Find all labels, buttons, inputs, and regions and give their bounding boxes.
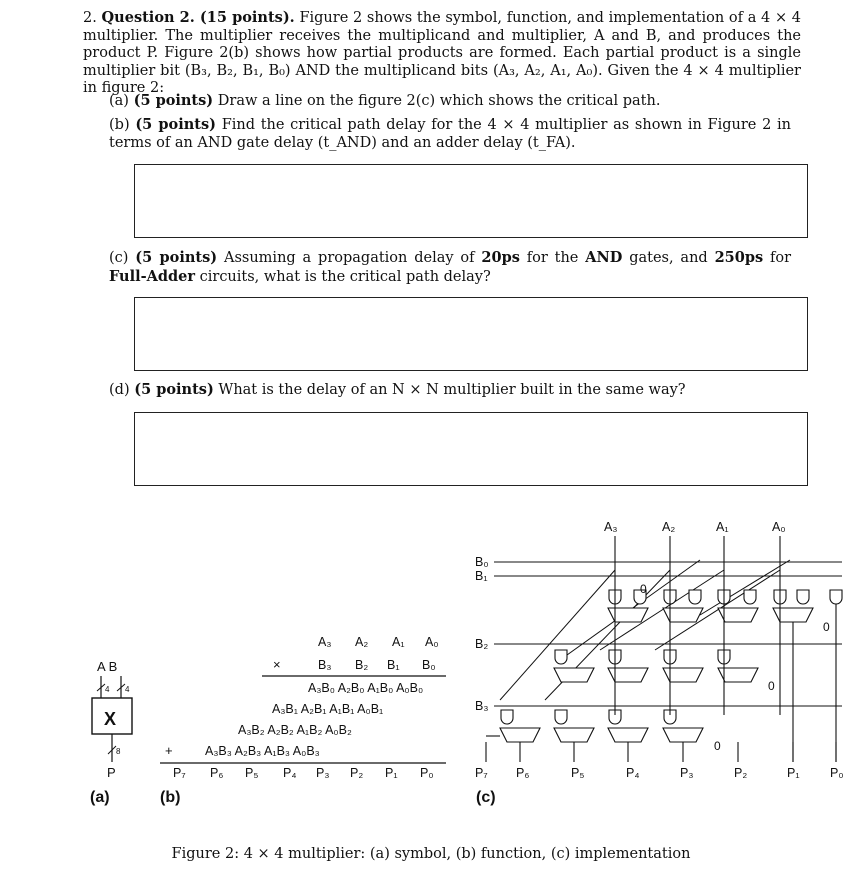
- full-adder: [663, 668, 703, 682]
- fn-p0: P₀: [420, 766, 434, 780]
- and-gate: [501, 710, 513, 724]
- fn-a2: A₂: [355, 635, 369, 649]
- impl-p6: P₆: [516, 766, 530, 780]
- part-c-points: (5 points): [135, 249, 218, 266]
- and-gate: [744, 590, 756, 604]
- impl-zero-row1: 0: [823, 620, 830, 634]
- full-adder: [663, 728, 703, 742]
- and-gate: [830, 590, 842, 604]
- impl-p2: P₂: [734, 766, 748, 780]
- part-c-text-post: circuits, what is the critical path delay?: [199, 268, 491, 285]
- function-diagram: [160, 635, 446, 806]
- symbol-inputs: A B: [97, 659, 118, 674]
- full-adder: [554, 728, 594, 742]
- fn-pp1: A₃B₁ A₂B₁ A₁B₁ A₀B₁: [272, 702, 384, 716]
- impl-p7: P₇: [475, 766, 488, 780]
- implementation-diagram: [475, 520, 844, 806]
- label-c: (c): [476, 789, 496, 806]
- part-c-text-mid2: gates, and: [629, 250, 708, 266]
- impl-a0: A₀: [772, 520, 786, 534]
- full-adder: [663, 608, 703, 622]
- part-a: [109, 92, 799, 111]
- part-b-label: (b): [109, 117, 130, 133]
- and-gate: [555, 710, 567, 724]
- fn-p1: P₁: [385, 766, 398, 780]
- part-b-text: Find the critical path delay for the 4 × 4 multiplier as shown in Figure 2 in terms of an AND gate delay (t_AND) and an adder delay (t_FA).: [109, 117, 791, 151]
- part-c: [109, 249, 791, 286]
- full-adder: [500, 728, 540, 742]
- label-a: (a): [90, 789, 110, 806]
- diagonal-wire: [700, 560, 790, 615]
- question-intro: [83, 9, 801, 98]
- fn-b0: B₀: [422, 658, 436, 672]
- part-c-and: AND: [585, 249, 623, 266]
- question-title: Question 2. (15 points).: [101, 9, 295, 26]
- impl-p4: P₄: [626, 766, 640, 780]
- part-b-points: (5 points): [135, 116, 216, 133]
- part-d: [109, 381, 799, 400]
- part-b: [109, 116, 791, 152]
- symbol-op: X: [104, 709, 117, 729]
- part-c-fa: Full-Adder: [109, 267, 196, 285]
- part-d-points: (5 points): [134, 381, 214, 398]
- symbol-width-a: 4: [105, 685, 110, 694]
- impl-p1: P₁: [787, 766, 800, 780]
- impl-a1: A₁: [716, 520, 729, 534]
- and-gate: [689, 590, 701, 604]
- impl-a2: A₂: [662, 520, 676, 534]
- fn-b2: B₂: [355, 658, 369, 672]
- label-b: (b): [160, 789, 181, 806]
- fn-pp3: A₃B₃ A₂B₃ A₁B₃ A₀B₃: [205, 744, 320, 758]
- diagonal-wire: [500, 570, 615, 700]
- part-a-points: (5 points): [133, 92, 214, 109]
- figure-2: [0, 500, 862, 846]
- fn-b1: B₁: [387, 658, 400, 672]
- and-gate: [555, 650, 567, 664]
- impl-a3: A₃: [604, 520, 618, 534]
- fn-p7: P₇: [173, 766, 186, 780]
- part-d-label: (d): [109, 382, 130, 398]
- impl-p0: P₀: [830, 766, 844, 780]
- impl-b1: B₁: [475, 569, 488, 583]
- part-c-delay-fa: 250ps: [714, 249, 764, 266]
- fn-p3: P₃: [316, 766, 330, 780]
- symbol-output: P: [107, 765, 116, 780]
- symbol-diagram: [90, 659, 132, 806]
- full-adder: [608, 668, 648, 682]
- answer-box-b[interactable]: [134, 164, 808, 238]
- impl-zero-row2: 0: [768, 679, 775, 693]
- impl-p3: P₃: [680, 766, 694, 780]
- full-adder: [608, 728, 648, 742]
- fn-p4: P₄: [283, 766, 297, 780]
- part-a-text: Draw a line on the figure 2(c) which shows the critical path.: [217, 93, 661, 109]
- fn-b3: B₃: [318, 658, 332, 672]
- fn-plus: +: [165, 743, 173, 758]
- full-adder: [773, 608, 813, 622]
- answer-box-d[interactable]: [134, 412, 808, 486]
- part-c-label: (c): [109, 250, 129, 266]
- fn-a1: A₁: [392, 635, 405, 649]
- fn-times: ×: [273, 657, 281, 672]
- part-d-text: What is the delay of an N × N multiplier built in the same way?: [218, 382, 686, 398]
- symbol-width-p: 8: [116, 747, 121, 756]
- fn-p5: P₅: [245, 766, 259, 780]
- part-c-text-mid3: for: [770, 250, 792, 266]
- fn-p2: P₂: [350, 766, 364, 780]
- impl-b3: B₃: [475, 699, 489, 713]
- fn-a0: A₀: [425, 635, 439, 649]
- and-gate: [797, 590, 809, 604]
- part-c-text-mid: for the: [526, 250, 579, 266]
- question-number: 2.: [83, 10, 97, 26]
- figure-caption: Figure 2: 4 × 4 multiplier: (a) symbol, (b) function, (c) implementation: [171, 846, 691, 862]
- fn-a3: A₃: [318, 635, 332, 649]
- impl-zero-top: 0: [640, 582, 647, 596]
- fn-p6: P₆: [210, 766, 224, 780]
- part-a-label: (a): [109, 93, 129, 109]
- part-c-delay-and: 20ps: [481, 249, 520, 266]
- full-adder: [608, 608, 648, 622]
- question-intro-text: Figure 2 shows the symbol, function, and implementation of a 4 × 4 multiplier. The multiplier receives the multiplicand and multiplier, A and B, and produces the product P. Figure 2(b) shows how partial products are formed. Each partial product is a single multiplier bit (B₃, B₂, B₁, B₀) AND the multiplicand bits (A₃, A₂, A₁, A₀). Given the 4 × 4 multiplier in figure 2:: [83, 10, 802, 96]
- part-c-text-pre: Assuming a propagation delay of: [223, 250, 475, 266]
- impl-p5: P₅: [571, 766, 585, 780]
- impl-b0: B₀: [475, 555, 489, 569]
- fn-pp0: A₃B₀ A₂B₀ A₁B₀ A₀B₀: [308, 681, 424, 695]
- full-adder: [554, 668, 594, 682]
- answer-box-c[interactable]: [134, 297, 808, 371]
- impl-b2: B₂: [475, 637, 489, 651]
- symbol-width-b: 4: [125, 685, 130, 694]
- impl-zero-row3: 0: [714, 739, 721, 753]
- fn-pp2: A₃B₂ A₂B₂ A₁B₂ A₀B₂: [238, 723, 352, 737]
